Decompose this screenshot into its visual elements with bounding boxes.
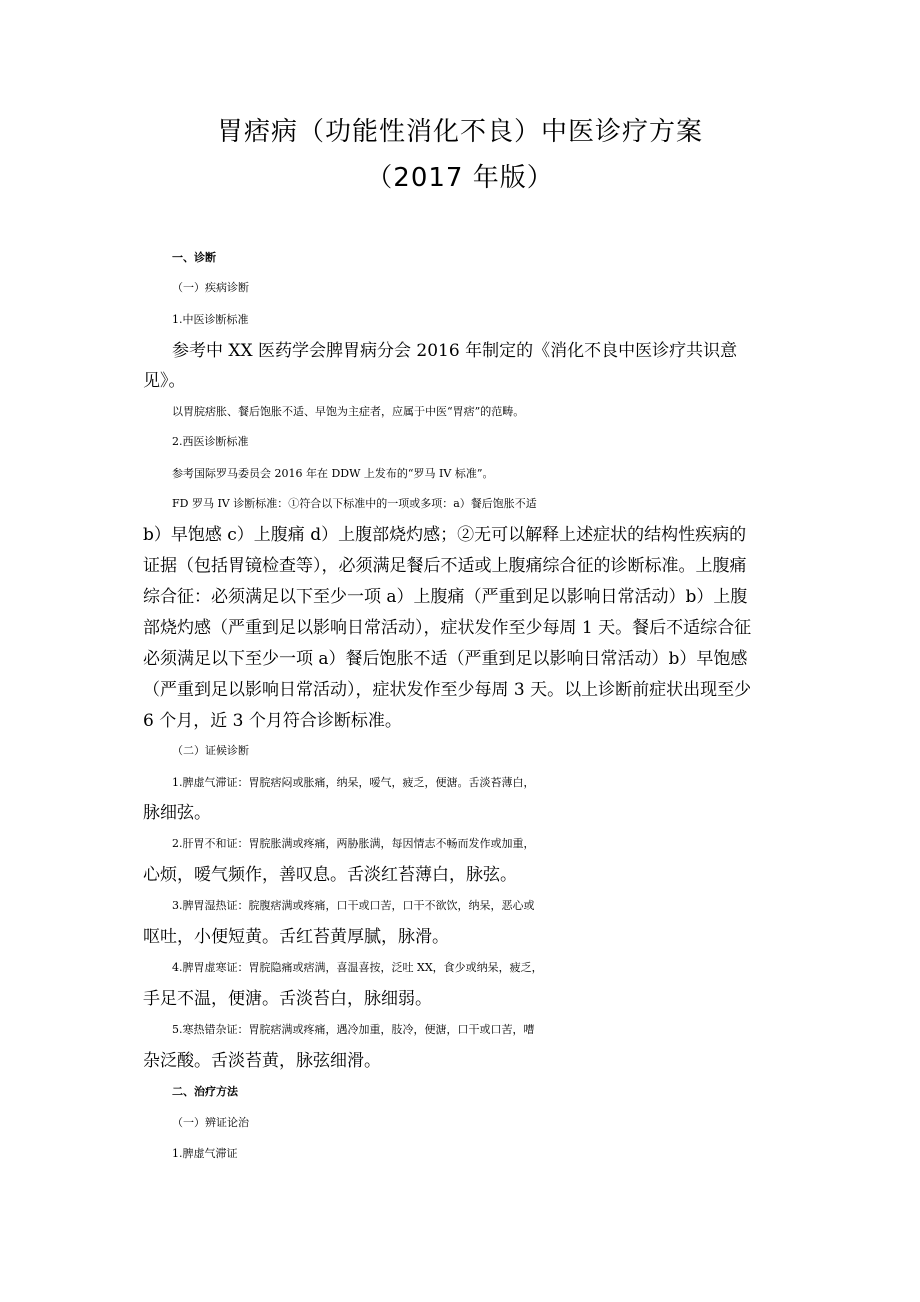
paragraph-line: 综合征：必须满足以下至少一项 a）上腹痛（严重到足以影响日常活动）b）上腹 xyxy=(143,587,748,607)
document-title: 胃痞病（功能性消化不良）中医诊疗方案 xyxy=(216,117,703,147)
paragraph-line: 呕吐，小便短黄。舌红苔黄厚腻，脉滑。 xyxy=(143,927,449,947)
subsection-heading: 2.西医诊断标准 xyxy=(172,435,249,448)
paragraph-line: b）早饱感 c）上腹痛 d）上腹部烧灼感；②无可以解释上述症状的结构性疾病的 xyxy=(143,525,747,545)
section-heading-diagnosis: 一、诊断 xyxy=(172,251,216,264)
subsection-heading: （一）辨证论治 xyxy=(172,1116,249,1129)
paragraph-line: 杂泛酸。舌淡苔黄，脉弦细滑。 xyxy=(143,1051,381,1071)
paragraph-line: 证据（包括胃镜检查等），必须满足餐后不适或上腹痛综合征的诊断标准。上腹痛 xyxy=(143,556,747,576)
paragraph-line: 部烧灼感（严重到足以影响日常活动），症状发作至少每周 1 天。餐后不适综合征 xyxy=(143,618,752,638)
subsection-heading: （一）疾病诊断 xyxy=(172,281,249,294)
paragraph-line: 3.脾胃湿热证：脘腹痞满或疼痛，口干或口苦，口干不欲饮，纳呆，恶心或 xyxy=(172,899,535,912)
paragraph-line: 参考中 XX 医药学会脾胃病分会 2016 年制定的《消化不良中医诊疗共识意 xyxy=(172,341,738,361)
paragraph-line: 必须满足以下至少一项 a）餐后饱胀不适（严重到足以影响日常活动）b）早饱感 xyxy=(143,649,748,669)
document-subtitle: （2017 年版） xyxy=(366,163,554,193)
paragraph-line: 心烦，嗳气频作，善叹息。舌淡红苔薄白，脉弦。 xyxy=(143,865,517,885)
paragraph-line: 2.肝胃不和证：胃脘胀满或疼痛，两胁胀满，每因情志不畅而发作或加重， xyxy=(172,837,535,850)
paragraph-line: FD 罗马 IV 诊断标准：①符合以下标准中的一项或多项：a）餐后饱胀不适 xyxy=(172,497,537,510)
paragraph-line: 以胃脘痞胀、餐后饱胀不适、早饱为主症者，应属于中医“胃痞”的范畴。 xyxy=(172,405,525,418)
paragraph-line: 6 个月，近 3 个月符合诊断标准。 xyxy=(143,711,402,731)
section-heading-treatment: 二、治疗方法 xyxy=(172,1085,238,1098)
paragraph-line: 手足不温，便溏。舌淡苔白，脉细弱。 xyxy=(143,989,432,1009)
paragraph-line: 5.寒热错杂证：胃脘痞满或疼痛，遇冷加重，肢冷，便溏，口干或口苦，嘈 xyxy=(172,1023,535,1036)
paragraph-line: 见》。 xyxy=(143,371,186,391)
paragraph-line: 4.脾胃虚寒证：胃脘隐痛或痞满，喜温喜按，泛吐 XX，食少或纳呆，疲乏， xyxy=(172,961,543,974)
paragraph-line: 1.脾虚气滞证：胃脘痞闷或胀痛，纳呆，嗳气，疲乏，便溏。舌淡苔薄白， xyxy=(172,776,535,789)
paragraph-line: 参考国际罗马委员会 2016 年在 DDW 上发布的“罗马 IV 标准”。 xyxy=(172,467,494,480)
paragraph-line: （严重到足以影响日常活动），症状发作至少每周 3 天。以上诊断前症状出现至少 xyxy=(143,680,752,700)
subsection-heading: 1.脾虚气滞证 xyxy=(172,1147,238,1160)
paragraph-line: 脉细弦。 xyxy=(143,803,211,823)
subsection-heading: 1.中医诊断标准 xyxy=(172,313,249,326)
subsection-heading: （二）证候诊断 xyxy=(172,744,249,757)
